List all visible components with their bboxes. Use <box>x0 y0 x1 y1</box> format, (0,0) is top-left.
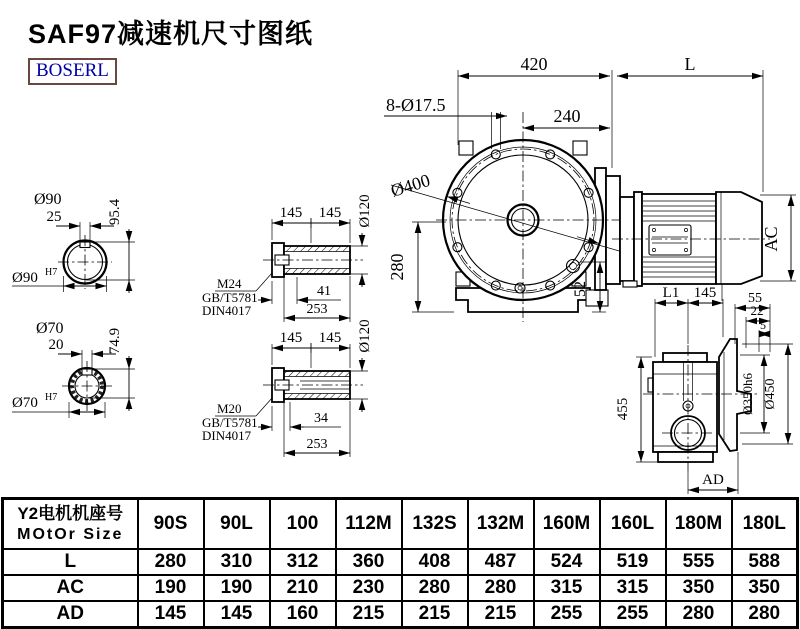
value-cell: 145 <box>138 601 204 628</box>
size-col-180M: 180M <box>666 499 732 550</box>
value-cell: 524 <box>534 549 600 575</box>
size-col-100: 100 <box>270 499 336 550</box>
value-cell: 350 <box>732 575 798 601</box>
adapter-foot <box>586 290 608 306</box>
dim-AD-label: AD <box>702 472 724 488</box>
m24-std-gb: GB/T5781 <box>202 290 258 305</box>
motor-adapter <box>606 176 620 284</box>
bolt-callout-label: 8-Ø17.5 <box>386 95 446 115</box>
dim-145-label: 145 <box>693 285 717 301</box>
dim-22-label: 22 <box>750 303 764 318</box>
value-cell: 315 <box>534 575 600 601</box>
value-cell: 230 <box>336 575 402 601</box>
motor-size-header-en: MOtOr Size <box>17 526 124 543</box>
side-view <box>615 285 793 494</box>
m24-dim-145b: 145 <box>318 205 342 221</box>
shaft-section-90 <box>12 191 135 293</box>
section-70-title: Ø70 <box>36 320 64 337</box>
value-cell: 145 <box>204 601 270 628</box>
row-label-L: L <box>3 549 138 575</box>
keyway-depth-90: 95.4 <box>107 198 123 226</box>
dim-280-label: 280 <box>387 253 407 281</box>
m24-dia-120: Ø120 <box>357 194 373 228</box>
value-cell: 215 <box>336 601 402 628</box>
value-cell: 360 <box>336 549 402 575</box>
value-cell: 215 <box>402 601 468 628</box>
value-cell: 588 <box>732 549 798 575</box>
key-width-70: 20 <box>48 337 64 353</box>
row-label-AC: AC <box>3 575 138 601</box>
value-cell: 280 <box>468 575 534 601</box>
table-row-AC <box>3 575 798 601</box>
size-col-132S: 132S <box>402 499 468 550</box>
value-cell: 408 <box>402 549 468 575</box>
dim-420-label: 420 <box>520 54 548 74</box>
value-cell: 310 <box>204 549 270 575</box>
value-cell: 215 <box>468 601 534 628</box>
shaft-section-70 <box>12 320 135 418</box>
dim-AC-label: AC <box>761 226 781 252</box>
housing-body <box>653 362 717 452</box>
size-col-160M: 160M <box>534 499 600 550</box>
dia-350-label: Ø350h6 <box>740 373 755 415</box>
m20-dim-253: 253 <box>306 437 328 452</box>
dim-240-label: 240 <box>553 106 581 126</box>
row-label-AD: AD <box>3 601 138 628</box>
key-width-90: 25 <box>46 209 62 225</box>
motor-size-table <box>1 497 799 629</box>
motor-foot <box>623 281 637 287</box>
m20-dim-34: 34 <box>314 411 328 426</box>
motor-view <box>612 192 770 301</box>
size-col-90L: 90L <box>204 499 270 550</box>
corner-tab <box>459 141 473 155</box>
dim-5-label: 5 <box>760 318 766 332</box>
m20-dim-145b: 145 <box>318 330 342 346</box>
value-cell: 519 <box>600 549 666 575</box>
shaft-detail-m20 <box>202 319 373 457</box>
value-cell: 555 <box>666 549 732 575</box>
value-cell: 280 <box>138 549 204 575</box>
m24-dim-253: 253 <box>306 302 328 317</box>
value-cell: 280 <box>732 601 798 628</box>
dim-L-label: L <box>684 54 696 74</box>
m20-dia-120: Ø120 <box>357 319 373 353</box>
housing-top-plate <box>663 353 707 362</box>
value-cell: 210 <box>270 575 336 601</box>
dia-450-label: Ø450 <box>763 378 778 410</box>
value-cell: 190 <box>138 575 204 601</box>
dim-55-label: 55 <box>748 291 762 306</box>
size-col-180L: 180L <box>732 499 798 550</box>
shaft-detail-m24 <box>202 194 373 322</box>
bore-90-tolerance: H7 <box>45 267 58 278</box>
dim-52-label: 52 <box>572 281 589 297</box>
dia-400-label: Ø400 <box>388 170 433 201</box>
table-row-AD <box>3 601 798 628</box>
m24-thread-label: M24 <box>217 276 242 291</box>
m20-thread-label: M20 <box>217 401 242 416</box>
m24-dim-41: 41 <box>317 284 331 299</box>
front-view <box>391 112 640 322</box>
m20-std-gb: GB/T5781 <box>202 415 258 430</box>
value-cell: 160 <box>270 601 336 628</box>
motor-size-header-cn: Y2电机机座号 <box>17 504 124 523</box>
page-title: SAF97减速机尺寸图纸 <box>28 19 314 49</box>
size-col-132M: 132M <box>468 499 534 550</box>
m24-std-din: DIN4017 <box>202 303 252 318</box>
table-header-cell <box>3 499 138 550</box>
dim-L1-label: L1 <box>662 285 680 301</box>
size-col-160L: 160L <box>600 499 666 550</box>
value-cell: 190 <box>204 575 270 601</box>
size-col-112M: 112M <box>336 499 402 550</box>
value-cell: 487 <box>468 549 534 575</box>
value-cell: 255 <box>600 601 666 628</box>
corner-tab <box>573 141 587 155</box>
value-cell: 350 <box>666 575 732 601</box>
size-col-90S: 90S <box>138 499 204 550</box>
housing-bottom-plate <box>658 452 713 462</box>
m20-std-din: DIN4017 <box>202 428 252 443</box>
value-cell: 280 <box>666 601 732 628</box>
m20-dim-145a: 145 <box>279 330 303 346</box>
bore-70-label: Ø70 <box>12 395 38 411</box>
m24-dim-145a: 145 <box>279 205 303 221</box>
value-cell: 315 <box>600 575 666 601</box>
value-cell: 255 <box>534 601 600 628</box>
section-90-title: Ø90 <box>34 191 62 208</box>
table-row-L <box>3 549 798 575</box>
boserl-logo: BOSERL <box>28 58 117 85</box>
value-cell: 312 <box>270 549 336 575</box>
dim-455-label: 455 <box>615 397 631 421</box>
table-header-row <box>3 499 798 550</box>
bore-90-label: Ø90 <box>12 270 38 286</box>
motor-rear-cap <box>716 192 762 284</box>
keyway-depth-70: 74.9 <box>107 327 123 355</box>
value-cell: 280 <box>402 575 468 601</box>
bore-70-tolerance: H7 <box>45 392 58 403</box>
